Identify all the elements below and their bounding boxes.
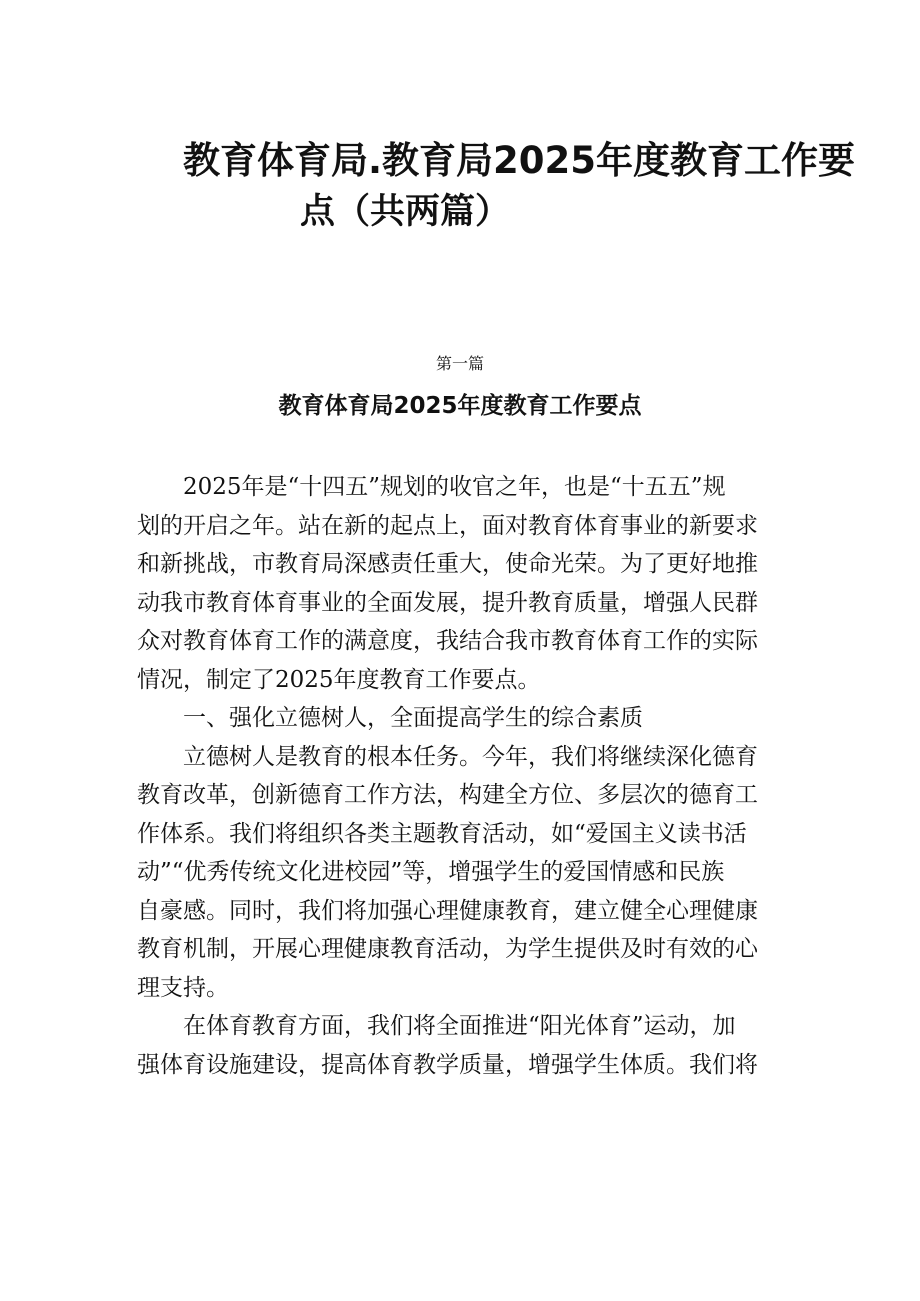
section-heading-line: 一、强化立德树人，全面提高学生的综合素质	[183, 705, 643, 731]
section-kicker: 第一篇	[435, 354, 484, 373]
paragraph-line: 教育机制，开展心理健康教育活动，为学生提供及时有效的心	[137, 936, 758, 962]
paragraph-line: 作体系。我们将组织各类主题教育活动，如“爱国主义读书活	[137, 820, 747, 847]
section-title: 教育体育局2025年度教育工作要点	[278, 393, 642, 419]
paragraph-line: 动我市教育体育事业的全面发展，提升教育质量，增强人民群	[137, 589, 758, 616]
document-title-line-1: 教育体育局.教育局2025年度教育工作要	[183, 139, 856, 182]
document-title-line-2: 点（共两篇）	[300, 192, 511, 232]
paragraph-line: 众对教育体育工作的满意度，我结合我市教育体育工作的实际	[137, 628, 758, 654]
paragraph-line: 在体育教育方面，我们将全面推进“阳光体育”运动，加	[183, 1013, 736, 1039]
paragraph-line: 划的开启之年。站在新的起点上，面对教育体育事业的新要求	[137, 512, 758, 539]
paragraph-line: 强体育设施建设，提高体育教学质量，增强学生体质。我们将	[137, 1051, 758, 1078]
paragraph-line: 2025年是“十四五”规划的收官之年，也是“十五五”规	[183, 474, 726, 500]
paragraph-line: 自豪感。同时，我们将加强心理健康教育，建立健全心理健康	[137, 897, 758, 924]
paragraph-line: 情况，制定了2025年度教育工作要点。	[137, 666, 541, 693]
body-text	[137, 468, 800, 1084]
paragraph-line: 立德树人是教育的根本任务。今年，我们将继续深化德育	[183, 743, 758, 770]
paragraph-line: 动”“优秀传统文化进校园”等，增强学生的爱国情感和民族	[137, 859, 725, 885]
paragraph-line: 和新挑战，市教育局深感责任重大，使命光荣。为了更好地推	[137, 551, 758, 577]
paragraph-line: 理支持。	[137, 974, 229, 1001]
paragraph-line: 教育改革，创新德育工作方法，构建全方位、多层次的德育工	[137, 782, 758, 808]
